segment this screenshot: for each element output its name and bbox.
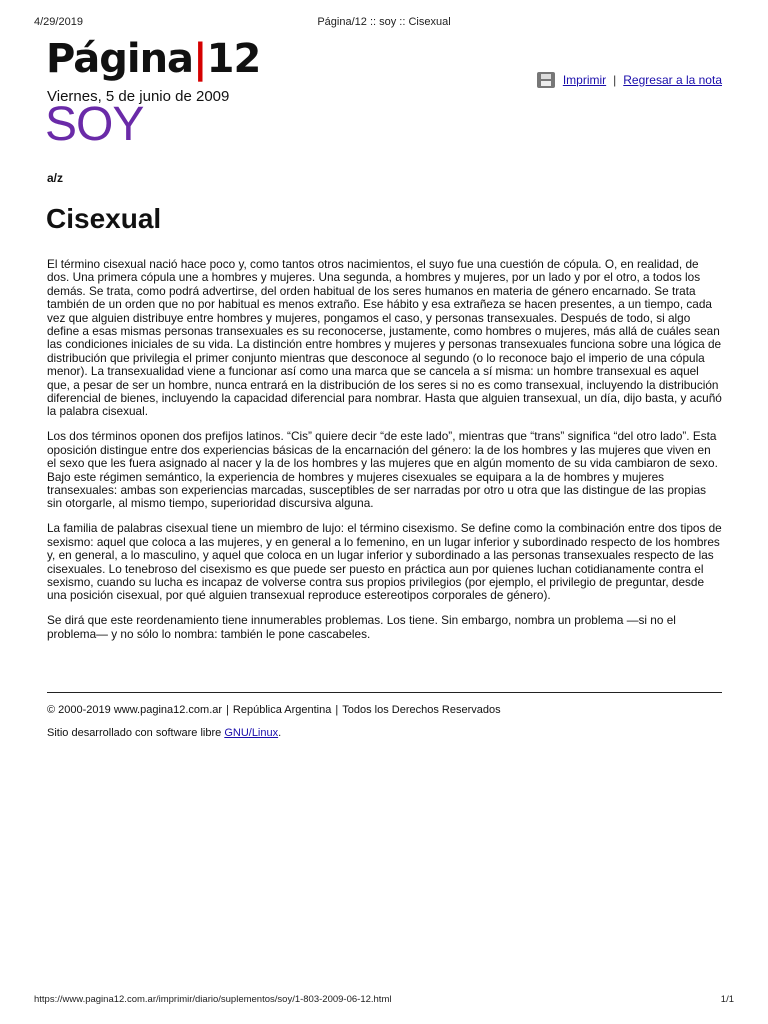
article-kicker: a/z bbox=[47, 171, 64, 185]
software-suffix: . bbox=[278, 727, 282, 739]
footer-separator: | bbox=[335, 704, 339, 716]
print-link[interactable]: Imprimir bbox=[562, 73, 607, 87]
print-url: https://www.pagina12.com.ar/imprimir/diario/suplementos/soy/1-803-2009-06-12.html bbox=[34, 994, 392, 1005]
publication-date: Viernes, 5 de junio de 2009 bbox=[47, 88, 230, 105]
copyright-text: © 2000-2019 www.pagina12.com.ar bbox=[47, 704, 223, 716]
print-footer bbox=[34, 994, 734, 1005]
logo-bar: | bbox=[193, 36, 207, 82]
site-footer bbox=[47, 704, 501, 739]
tools-separator: | bbox=[613, 73, 617, 87]
print-date: 4/29/2019 bbox=[34, 16, 83, 28]
pagina12-logo[interactable] bbox=[46, 36, 261, 82]
article-title: Cisexual bbox=[46, 203, 162, 234]
article-tools bbox=[537, 72, 722, 88]
back-to-article-link[interactable]: Regresar a la nota bbox=[623, 73, 722, 87]
software-text: Sitio desarrollado con software libre bbox=[47, 727, 225, 739]
print-page-number: 1/1 bbox=[720, 994, 734, 1005]
article-paragraph: El término cisexual nació hace poco y, como tantos otros nacimientos, el suyo fue una cuestión de cópula. O, en realidad, de dos. Una primera cópula une a hombres y mujeres. Una segunda, a hombres y mujeres, por un lado y por el otro, a todos los demás. Se trata, como podrá advertirse, del orden habitual de los seres humanos en materia de género encarnado. Se trata también de un orden que no por habitual es menos extraño. Ese hábito y esa extrañeza se hacen presentes, a un tiempo, cada vez que alguien distribuye entre hombres y mujeres, pongamos el caso, y personas transexuales. Después de todo, si algo define a esas mismas personas transexuales es su reconocerse, justamente, como hombres o mujeres, más allá de cuáles sean las condiciones iniciales de su vida. La distinción entre hombres y mujeres y personas transexuales funciona sobre una lógica de distribución que privilegia el primer conjunto mientras que desconoce al segundo (o lo reconoce bajo el imperio de una cópula menor). La transexualidad viene a funcionar así como una marca que se cancela a sí misma: un hombre transexual es aquel que, a pesar de ser un hombre, nunca entrará en la distribución de los seres si no es como transexual, incluyendo la distribución diferencial de bienes, incluyendo la capacidad diferencial para nombrar. Hasta que alguien transexual, un día, dijo basta, y acuñó la palabra cisexual. bbox=[47, 257, 722, 419]
gnu-linux-link[interactable]: GNU/Linux bbox=[224, 727, 279, 739]
article-paragraph: La familia de palabras cisexual tiene un miembro de lujo: el término cisexismo. Se define como la combinación entre dos tipos de sexismo: aquel que coloca a las mujeres, y en general a lo femenino, en un lugar inferior y subordinado respecto de los hombres y, en general, a lo masculino, y aquel que coloca en un lugar inferior y subordinado a las personas transexuales respecto de las cisexuales. Lo tenebroso del cisexismo es que puede ser puesto en práctica aun por quienes luchan cotidianamente contra el sexismo, cuando su lucha es incapaz de volverse contra sus propios privilegios (por ejemplo, el privilegio de preguntar, desde una posición cisexual, por qué alguien transexual reproduce estereotipos corporales de género). bbox=[47, 521, 722, 603]
logo-text-left: Página bbox=[46, 36, 194, 82]
article-paragraph: Se dirá que este reordenamiento tiene innumerables problemas. Los tiene. Sin embargo, nombra un problema —si no el problema— y no sólo lo nombra: también le pone cascabeles. bbox=[47, 613, 676, 641]
article-paragraph: Los dos términos oponen dos prefijos latinos. “Cis” quiere decir “de este lado”, mientras que “trans” significa “del otro lado”. Esta oposición distingue entre dos experiencias básicas de la encarnación del género: la de los hombres y las mujeres que viven en el sexo que les fuera asignado al nacer y la de los hombres y las mujeres que en algún momento de su vida cambiaron de sexo. Bajo este régimen semántico, la experiencia de hombres y mujeres cisexuales se equipara a la de hombres y mujeres transexuales: ambas son experiencias marcadas, susceptibles de ser narradas por otro u otra que las distingue de las propias sin otorgarle, al mismo tiempo, superioridad discursiva alguna. bbox=[47, 429, 718, 511]
rights-text: Todos los Derechos Reservados bbox=[342, 704, 501, 716]
section-logo[interactable]: SOY bbox=[45, 98, 144, 151]
country-text: República Argentina bbox=[232, 704, 332, 716]
footer-divider bbox=[47, 692, 722, 693]
print-page-title: Página/12 :: soy :: Cisexual bbox=[317, 16, 451, 28]
article-body bbox=[47, 258, 723, 653]
printer-icon[interactable] bbox=[537, 72, 555, 88]
logo-text-right: 12 bbox=[206, 36, 261, 82]
footer-separator: | bbox=[226, 704, 229, 716]
